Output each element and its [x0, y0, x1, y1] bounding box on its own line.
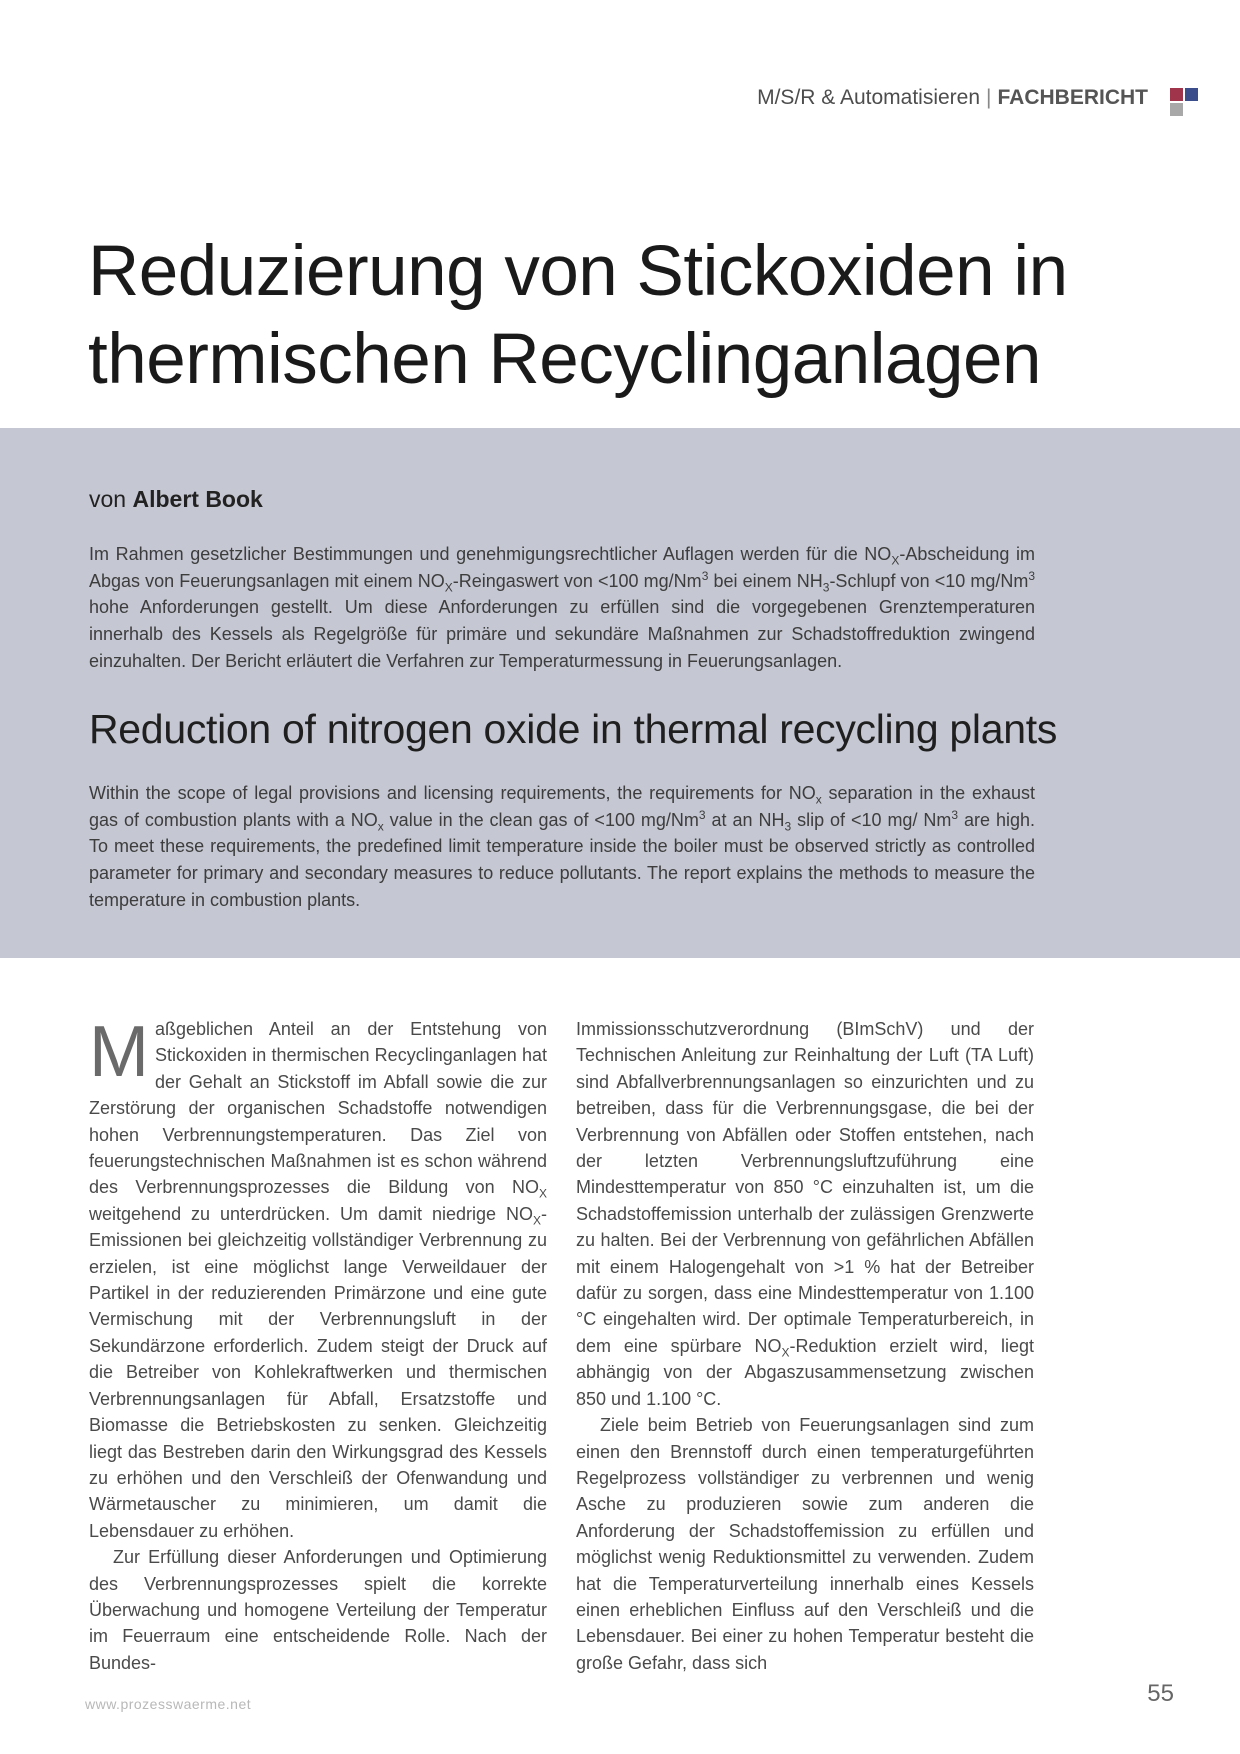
body-column-left: [89, 1012, 547, 1676]
author-name: Albert Book: [132, 486, 263, 512]
footer-url[interactable]: www.prozesswaerme.net: [85, 1696, 252, 1712]
english-title: Reduction of nitrogen oxide in thermal recycling plants: [89, 706, 1058, 752]
page-number: 55: [1147, 1680, 1174, 1707]
body-paragraph: Zur Erfüllung dieser Anforderungen und Optimierung des Verbrennungsprozesses spielt die korrekte Überwachung und homogene Verteilung der Temperatur im Feuerraum eine entscheidende Rolle. Nach der Bundes-: [89, 1547, 547, 1673]
logo-square-blue: [1185, 88, 1198, 101]
logo-square-red: [1170, 88, 1183, 101]
body-paragraph: Ziele beim Betrieb von Feuerungsanlagen sind zum einen den Brennstoff durch einen temperaturgeführten Regelprozess vollständiger zu verbrennen und wenig Asche zu produzieren sowie zum anderen die Anforderung der Schadstoffemission zu erfüllen und möglichst wenig Reduktionsmittel zu verwenden. Zudem hat die Temperaturverteilung innerhalb eines Kessels einen erheblichen Einfluss auf den Verschleiß und die Lebensdauer. Bei einer zu hohen Temperatur besteht die große Gefahr, dass sich: [576, 1415, 1034, 1673]
author-prefix: von: [89, 486, 127, 512]
section-label: M/S/R & Automatisieren: [757, 86, 981, 109]
drop-cap: M: [89, 1012, 149, 1092]
body-paragraph: Immissionsschutzverordnung (BImSchV) und der Technischen Anleitung zur Reinhaltung der Luft (TA Luft) sind Abfallverbrennungsanlagen so einzurichten und zu betreiben, dass für die Verbrennungsgase, die bei der Verbrennung von Abfällen oder Stoffen entstehen, nach der letzten Verbrennungsluftzuführung eine Mindesttemperatur von 850 °C einzuhalten ist, um die Schadstoffemission unterhalb der zulässigen Grenzwerte zu halten. Bei der Verbrennung von gefährlichen Abfällen mit einem Halogengehalt von >1 % hat der Betreiber dafür zu sorgen, dass eine Mindesttemperatur von 1.100 °C eingehalten wird. Der optimale Temperaturbereich, in dem eine spürbare $NO_X$-Reduktion erzielt wird, liegt abhängig von der Abgaszusammensetzung zwischen 850 und 1.100 °C.: [576, 1019, 1035, 1409]
article-title: Reduzierung von Stickoxiden in thermischen Recyclinganlagen: [88, 232, 1068, 399]
abstract-english: Within the scope of legal provisions and licensing requirements, the requirements for $NO_x$ separation in the exhaust gas of combustion plants with a $NO_x$ value in the clean gas of <100 mg/Nm$^3$ at an $NH_3$ slip of <10 mg/ Nm$^3$ are high. To meet these requirements, the predefined limit temperature inside the boiler must be observed strictly as controlled parameter for primary and secondary measures to reduce pollutants. The report explains the methods to measure the temperature in combustion plants.: [89, 783, 1035, 910]
category-label: FACHBERICHT: [997, 86, 1148, 109]
abstract-german: Im Rahmen gesetzlicher Bestimmungen und genehmigungsrechtlicher Auflagen werden für die $NO_X$-Abscheidung im Abgas von Feuerungsanlagen mit einem $NO_X$-Reingaswert von <100 mg/Nm$^3$ bei einem $NH_3$-Schlupf von <10 mg/Nm$^3$ hohe Anforderungen gestellt. Um diese Anforderungen zu erfüllen sind die vorgegebenen Grenztemperaturen innerhalb des Kessels als Regelgröße für primäre und sekundäre Maßnahmen zur Schadstoffreduktion zwingend einzuhalten. Der Bericht erläutert die Verfahren zur Temperaturmessung in Feuerungsanlagen.: [89, 544, 1036, 671]
body-column-right: [576, 1016, 1034, 1676]
header-separator: |: [986, 86, 992, 109]
publisher-logo-icon: [1170, 88, 1200, 116]
logo-square-grey: [1170, 103, 1183, 116]
section-header: [757, 86, 1148, 110]
author-line: [89, 486, 263, 513]
body-paragraph: Maßgeblichen Anteil an der Entstehung von Stickoxiden in thermischen Recyclinganlagen hat der Gehalt an Stickstoff im Abfall sowie die zur Zerstörung der organischen Schadstoffe notwendigen hohen Verbrennungstemperaturen. Das Ziel von feuerungstechnischen Maßnahmen ist es schon während des Verbrennungsprozesses die Bildung von $NO_X$ weitgehend zu unterdrücken. Um damit niedrige $NO_X$-Emissionen bei gleichzeitig vollständiger Verbrennung zu erzielen, ist eine möglichst lange Verweildauer der Partikel in der reduzierenden Primärzone und eine gute Vermischung mit der Verbrennungsluft in der Sekundärzone erforderlich. Zudem steigt der Druck auf die Betreiber von Kohlekraftwerken und thermischen Verbrennungsanlagen für Abfall, Ersatzstoffe und Biomasse die Betriebskosten zu senken. Gleichzeitig liegt das Bestreben darin den Wirkungsgrad des Kessels zu erhöhen und den Verschleiß der Ofenwandung und Wärmetauscher zu minimieren, um damit die Lebensdauer zu erhöhen.: [89, 1012, 547, 1541]
